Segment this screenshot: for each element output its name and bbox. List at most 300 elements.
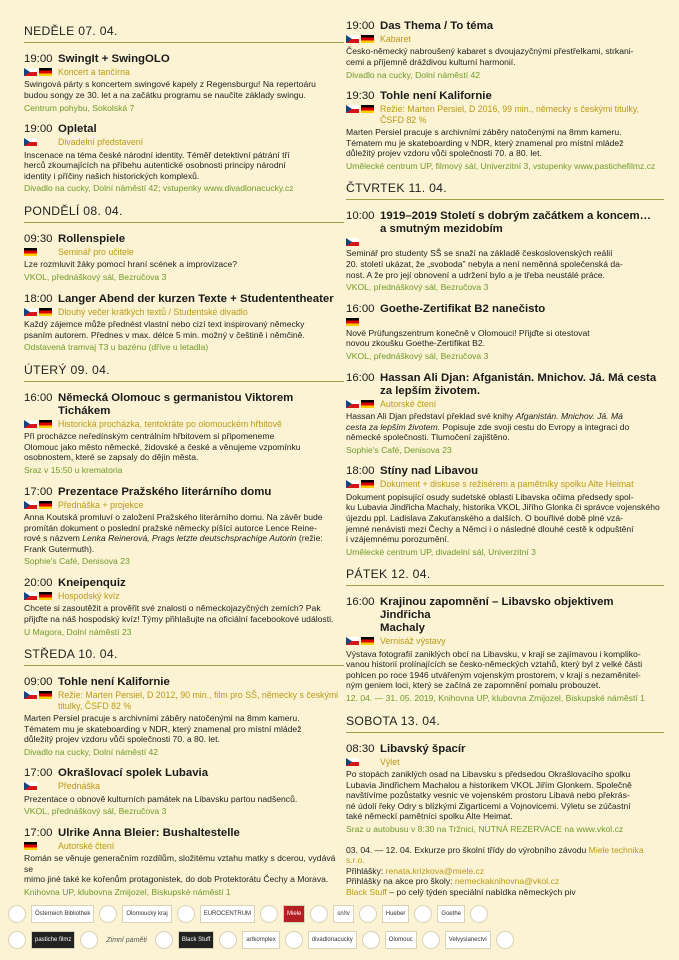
- emblem-icon: [422, 931, 440, 949]
- day-heading: STŘEDA 10. 04.: [24, 647, 118, 662]
- event-heading: [346, 303, 664, 316]
- event-title: Prezentace Pražského literárního domu: [58, 485, 272, 498]
- description-line: německé společnosti. Tlumočení zajištěno.: [346, 432, 510, 443]
- event-time: 10:00: [346, 210, 375, 223]
- event-meta: [346, 399, 664, 409]
- event-location: Sraz u autobusu v 8:30 na Tržnici, NUTNÁ REZERVACE na www.vkol.cz: [346, 824, 624, 835]
- description-line: Román se věnuje generačním rozdílům, složitému vztahu matky s dcerou, vydává se: [24, 853, 336, 874]
- emblem-icon: [219, 931, 237, 949]
- emblem-icon: [285, 931, 303, 949]
- description-line: Česko-německý nabroušený kabaret s dvoujazyčnými přestřelkami, strkani-: [346, 46, 634, 57]
- description-line: přijďte na náš hospodský kvíz! Týmy přihlašujte na oficiální facebookové události.: [24, 613, 334, 624]
- description-line: Výstava fotografií zaniklých obcí na Libavsku, v kraji se zajímavou i kompliko-: [346, 648, 641, 659]
- divider: [346, 199, 664, 200]
- description-line: Při procházce neředínským centrálním hřbitovem si připomeneme: [24, 431, 275, 442]
- event-location: VKOL, přednáškový sál, Bezručova 3: [24, 271, 167, 282]
- event-description: [346, 411, 664, 443]
- german-flag-icon: [39, 501, 52, 509]
- emblem-icon: [359, 905, 377, 923]
- event-heading: [24, 123, 344, 136]
- description-line: psaním autorem. Přednes v max. délce 5 min. možný v češtině i němčině.: [24, 329, 305, 340]
- event: [346, 303, 664, 362]
- czech-flag-icon: [346, 400, 359, 408]
- description-line: vanou historií prolínajících se česko-německých vztahů, který byl z velké části: [346, 659, 643, 670]
- description-line: mimo jiné také ke kořenům protagonistek, do dob Protektorátu Čechy a Morava.: [24, 874, 329, 885]
- description-line: pohlcen po roce 1946 utvářeným vojenským prostorem, v kraji s nezaměnitel-: [346, 669, 641, 680]
- german-flag-icon: [361, 400, 374, 408]
- event-time: 09:00: [24, 676, 53, 689]
- event-meta: [24, 137, 344, 147]
- language-flags: [24, 781, 58, 790]
- event-type: Vernisáž výstavy: [380, 636, 446, 647]
- event-meta: [24, 307, 344, 317]
- event-meta: [346, 34, 664, 44]
- description-line: ným geniem loci, který se začíná ze zapomnění pomalu probouzet.: [346, 680, 601, 691]
- footer-note: [346, 887, 664, 898]
- german-flag-icon: [361, 105, 374, 113]
- description-line: i vzájemnému porozumění.: [346, 534, 450, 545]
- event-time: 19:00: [346, 20, 375, 32]
- sponsor-logo: Olomoucký kraj: [122, 905, 171, 923]
- czech-flag-icon: [346, 480, 359, 488]
- emblem-icon: [155, 931, 173, 949]
- czech-flag-icon: [24, 308, 37, 316]
- sponsor-logo: Olomouc: [385, 931, 417, 949]
- event-meta: [24, 247, 344, 257]
- event-heading: [346, 90, 664, 103]
- event-title: Tohle není Kalifornie: [58, 676, 170, 689]
- language-flags: [24, 591, 58, 600]
- footer-notes: [346, 845, 664, 898]
- description-line: Lubavia Jindřichem Machalou a historikem VKOL Jiřím Glonkem. Společně: [346, 779, 632, 790]
- description-line: cesta za lepším životem. Popisuje zde svoji cestu do Evropy a integraci do: [346, 421, 630, 432]
- event-time: 16:00: [24, 391, 53, 404]
- event: [346, 90, 664, 171]
- event-time: 20:00: [24, 576, 53, 589]
- event-location: U Magora, Dolní náměstí 23: [24, 626, 132, 637]
- event-title: Stíny nad Libavou: [380, 465, 479, 478]
- czech-flag-icon: [346, 105, 359, 113]
- event-type: Výlet: [380, 756, 400, 767]
- description-line: ku Lubavia Jindřicha Machaly, historika VKOL Jiřího Glonka či správce vojenského: [346, 502, 660, 513]
- event-meta: [346, 237, 664, 246]
- description-line: Olomouc jako město německé, židovské a české a věnujeme vzpomínku: [24, 441, 301, 452]
- event-location: Umělecké centrum UP, divadelní sál, Univerzitní 3: [346, 546, 536, 557]
- event-description: [24, 853, 344, 885]
- description-line: nost. A že pro její obnovení a udržení bylo a je třeba neustálé práce.: [346, 269, 605, 280]
- description-line: identity i příčiny našich historických komplexů.: [24, 170, 200, 181]
- description-line: Po stopách zaniklých osad na Libavsku s předsedou Okrašlovacího spolku: [346, 769, 631, 780]
- event-location: Divadlo na cucky, Dolní náměstí 42; vstupenky www.divadlonacucky.cz: [24, 183, 294, 194]
- event-meta: [346, 104, 664, 125]
- event: [346, 210, 664, 292]
- event-type: Režie: Marten Persiel, D 2012, 90 min., film pro SŠ, německy s českými titulky, ČSFD 82 %: [58, 690, 339, 711]
- note-accent: nemeckaknihovna@vkol.cz: [454, 876, 560, 887]
- event-title: Libavský špacír: [380, 742, 466, 755]
- czech-flag-icon: [24, 501, 37, 509]
- event: [24, 577, 344, 637]
- event-type: Seminář pro učitele: [58, 246, 134, 257]
- event-meta: [24, 67, 344, 77]
- event-meta: [24, 591, 344, 601]
- emblem-icon: [310, 905, 328, 923]
- language-flags: [24, 67, 58, 76]
- event-heading: [24, 233, 344, 246]
- german-flag-icon: [39, 420, 52, 428]
- czech-flag-icon: [24, 592, 37, 600]
- event-description: [346, 649, 664, 691]
- event-description: [346, 492, 664, 545]
- event-time: 19:00: [24, 123, 53, 136]
- emblem-icon: [80, 931, 98, 949]
- event-heading: [24, 293, 344, 306]
- event-description: [24, 259, 344, 270]
- sponsor-logo: EUROCENTRUM: [200, 905, 255, 923]
- event-type: Historická procházka, tentokráte po olomouckém hřbitově: [58, 418, 282, 429]
- description-line: také německí pamětníci spolku Alte Heimat.: [346, 811, 513, 822]
- german-flag-icon: [39, 308, 52, 316]
- event-title: Rollenspiele: [58, 232, 126, 245]
- event-type: Režie: Marten Persiel, D 2016, 99 min., německy s českými titulky, ČSFD 82 %: [380, 104, 639, 125]
- emblem-icon: [362, 931, 380, 949]
- footer-note: [346, 866, 664, 877]
- czech-flag-icon: [24, 420, 37, 428]
- event-description: [24, 319, 344, 340]
- emblem-icon: [8, 905, 26, 923]
- event: [24, 233, 344, 283]
- sponsor-logo: pastiche filmz: [31, 931, 75, 949]
- german-flag-icon: [346, 318, 359, 326]
- czech-flag-icon: [24, 68, 37, 76]
- description-line: Marten Persiel pracuje s archivními záběry natočenými na 8mm kameru.: [24, 712, 300, 723]
- description-line: Frank Gutermuth).: [24, 543, 95, 554]
- event-type: Autorské čtení: [58, 840, 115, 851]
- event-type: Kabaret: [380, 34, 411, 44]
- sponsor-logo: Goethe: [437, 905, 465, 923]
- event-heading: [24, 827, 344, 840]
- event-time: 18:00: [24, 292, 53, 305]
- event: [346, 465, 664, 557]
- event-location: Divadlo na cucky, Dolní náměstí 42: [24, 746, 159, 757]
- description-line: Inscenace na téma české národní identity. Téměř detektivní pátrání tří: [24, 149, 290, 160]
- sponsor-logo: Österreich Bibliothek: [31, 905, 94, 923]
- event: [24, 827, 344, 898]
- event-location: Sophie's Café, Denisova 23: [24, 556, 130, 567]
- czech-flag-icon: [24, 691, 37, 699]
- sponsor-logo: divadlonacucky: [308, 931, 357, 949]
- event: [24, 123, 344, 194]
- event: [24, 767, 344, 817]
- event-location: VKOL, přednáškový sál, Bezručova 3: [346, 282, 489, 293]
- description-line: Každý zájemce může přednést vlastní nebo cizí text inspirovaný německy: [24, 318, 305, 329]
- event-meta: [24, 690, 344, 711]
- description-line: Lze rozmluvit žáky pomocí hraní scének a improvizace?: [24, 259, 238, 270]
- event-location: VKOL, přednáškový sál, Bezručova 3: [24, 806, 167, 817]
- event-title: Das Thema / To téma: [380, 20, 494, 32]
- logo-row-2: [8, 929, 672, 951]
- event-type: Hospodský kvíz: [58, 590, 120, 601]
- language-flags: [24, 841, 58, 850]
- event-title: Goethe-Zertifikat B2 nanečisto: [380, 302, 546, 315]
- sponsor-logo: Black Stuff: [178, 931, 215, 949]
- event-description: [346, 46, 664, 67]
- event-location: Divadlo na cucky, Dolní náměstí 42: [346, 69, 481, 80]
- language-flags: [24, 500, 58, 509]
- description-line: Nové Prüfungszentrum konečně v Olomouci! Přijďte si otestovat: [346, 327, 590, 338]
- language-flags: [346, 399, 380, 408]
- event-type: Přednáška: [58, 781, 101, 792]
- right-column: [346, 20, 664, 898]
- sponsor-logo: sn!lv: [333, 905, 353, 923]
- event-description: [24, 512, 344, 554]
- language-flags: [346, 757, 380, 766]
- event-heading: [346, 743, 664, 756]
- day-heading: PONDĚLÍ 08. 04.: [24, 203, 123, 218]
- logo-row-1: [8, 903, 672, 925]
- german-flag-icon: [24, 248, 37, 256]
- description-line: Tématem mu je skateboarding v NDR, který znamenal pro místní mládež: [24, 723, 302, 734]
- sponsor-logo: Hueber: [382, 905, 410, 923]
- language-flags: [24, 419, 58, 428]
- event-meta: [24, 841, 344, 851]
- note-accent: Miele technika s.r.o.: [346, 844, 644, 866]
- day-heading: SOBOTA 13. 04.: [346, 713, 441, 728]
- event: [346, 596, 664, 703]
- event-description: [346, 328, 664, 349]
- event-heading: [24, 577, 344, 590]
- description-line: újezdu ppl. Ladislava Zakuťanského a dalších. O bouřlivé době plné vzá-: [346, 512, 623, 523]
- description-line: důležitý projev vzdoru vůči společnosti 70. a 80. let.: [24, 734, 220, 745]
- event-title: Okrašlovací spolek Lubavia: [58, 767, 209, 780]
- description-line: Chcete si zasoutěžit a prověřit své znalosti o německojazyčných zemích? Pak: [24, 603, 321, 614]
- event-time: 09:30: [24, 232, 53, 245]
- event-type: Koncert a tančírna: [58, 67, 130, 77]
- event-time: 16:00: [346, 371, 375, 384]
- event-heading: [24, 53, 344, 66]
- event-heading: [24, 486, 344, 499]
- czech-flag-icon: [24, 782, 37, 790]
- note-text: Přihlášky:: [346, 865, 386, 876]
- event: [24, 676, 344, 757]
- description-line: Hassan Ali Djan představí překlad své knihy Afganistán. Mnichov. Já. Má: [346, 410, 623, 421]
- german-flag-icon: [39, 691, 52, 699]
- description-line: promítán dokument o poslední pražské německy píšící autorce Lence Reine-: [24, 522, 317, 533]
- emblem-icon: [177, 905, 195, 923]
- emblem-icon: [470, 905, 488, 923]
- event-title: Hassan Ali Djan: Afganistán. Mnichov. Já. Má cesta: [380, 371, 657, 384]
- description-line: cemi a příjemně dráždivou kulturní harmonií.: [346, 57, 516, 67]
- emblem-icon: [496, 931, 514, 949]
- divider: [346, 732, 664, 733]
- event: [24, 293, 344, 353]
- czech-flag-icon: [346, 637, 359, 645]
- footer-note: [346, 876, 664, 887]
- event-title: Kneipenquiz: [58, 576, 126, 589]
- event-description: [346, 769, 664, 822]
- event-title: Krajinou zapomnění – Libavsko objektivem Jindřicha: [380, 596, 614, 622]
- event-title: Ulrike Anna Bleier: Bushaltestelle: [58, 826, 240, 839]
- description-line: rové s názvem Lenka Reinerová, Prags letzte deutschsprachige Autorin (režie:: [24, 533, 323, 544]
- event-title: Tohle není Kalifornie: [380, 90, 492, 103]
- event-time: 16:00: [346, 302, 375, 315]
- note-text: 03. 04. — 12. 04. Exkurze pro školní třídy do výrobního závodu: [346, 844, 589, 855]
- language-flags: [346, 636, 380, 645]
- event-title: SwingIt + SwingOLO: [58, 53, 170, 65]
- day-heading: PÁTEK 12. 04.: [346, 567, 431, 582]
- event-description: [346, 127, 664, 159]
- event-time: 17:00: [24, 826, 53, 839]
- description-line: Swingová párty s koncertem swingové kapely z Regensburgu! Na repertoáru: [24, 79, 316, 90]
- event-location: Odstavená tramvaj T3 u bazénu (dříve u letadla): [24, 342, 209, 353]
- event-location: Knihovna UP, klubovna Zmijozel, Biskupské náměstí 1: [24, 887, 231, 898]
- event-title: 1919–2019 Století s dobrým začátkem a koncem…: [380, 210, 651, 223]
- divider: [346, 585, 664, 586]
- note-accent: renata.krizkova@miele.cz: [385, 865, 485, 876]
- day-heading: ÚTERÝ 09. 04.: [24, 362, 110, 377]
- german-flag-icon: [39, 68, 52, 76]
- language-flags: [346, 237, 380, 246]
- language-flags: [346, 34, 380, 43]
- event-time: 16:00: [346, 596, 375, 609]
- event: [24, 486, 344, 567]
- event-time: 17:00: [24, 767, 53, 780]
- divider: [24, 42, 344, 43]
- czech-flag-icon: [24, 138, 37, 146]
- event-time: 08:30: [346, 742, 375, 755]
- event-location: Centrum pohybu, Sokolská 7: [24, 102, 135, 113]
- description-line: Marten Persiel pracuje s archivními záběry natočenými na 8mm kameru.: [346, 127, 622, 137]
- language-flags: [346, 104, 380, 113]
- czech-flag-icon: [346, 35, 359, 43]
- description-line: důležitý projev vzdoru vůči společnosti 70. a 80. let.: [346, 148, 542, 159]
- sponsor-logo: Velvyslanectví: [445, 931, 491, 949]
- left-column: [24, 20, 344, 908]
- language-flags: [346, 317, 380, 326]
- event-heading: [346, 596, 664, 622]
- event-type: Dlouhý večer krátkých textů / Studentské divadlo: [58, 306, 248, 317]
- event-heading: [346, 465, 664, 478]
- event-title-continued: a smutným mezidobím: [380, 223, 503, 236]
- footer-note: [346, 845, 664, 866]
- divider: [24, 665, 344, 666]
- german-flag-icon: [361, 637, 374, 645]
- event-meta: [24, 419, 344, 429]
- description-line: jemné nenávisti mezi Čechy a Němci i o následné dlouhé cestě k odpuštění: [346, 523, 634, 534]
- event-meta: [24, 500, 344, 510]
- event-title: Opletal: [58, 123, 97, 136]
- event-time: 19:00: [24, 53, 53, 65]
- event-description: [24, 150, 344, 182]
- event-time: 18:00: [346, 465, 375, 478]
- event-description: [24, 431, 344, 463]
- event-title-continued: za lepším životem.: [380, 384, 481, 397]
- event-description: [24, 713, 344, 745]
- event: [346, 743, 664, 835]
- event-type: Přednáška + projekce: [58, 499, 144, 510]
- divider: [24, 381, 344, 382]
- note-accent: Black Stuff: [346, 887, 387, 897]
- description-line: né údolí řeky Odry s blízkými Zigarticemi a Vojnovicemi. Výletu se zúčastní: [346, 800, 631, 811]
- emblem-icon: [8, 931, 26, 949]
- sponsor-logo: Miele: [283, 905, 305, 923]
- description-line: Seminář pro studenty SŠ se snaží na základě československých reálií: [346, 248, 613, 259]
- emblem-icon: [414, 905, 432, 923]
- event-location: Sraz v 15:50 u krematoria: [24, 464, 123, 475]
- sponsor-logos: [8, 903, 672, 955]
- event-title-continued: Machaly: [380, 622, 425, 635]
- event-description: [24, 603, 344, 624]
- language-flags: [346, 479, 380, 488]
- event-meta: [346, 757, 664, 767]
- description-line: Dokument popisující osudy sudetské oblasti Libavska očima předsedy spol-: [346, 491, 634, 502]
- language-flags: [24, 137, 58, 146]
- event-type: Divadelní představení: [58, 137, 144, 148]
- emblem-icon: [99, 905, 117, 923]
- czech-flag-icon: [346, 238, 359, 246]
- description-line: novou zkoušku Goethe-Zertifikat B2.: [346, 338, 486, 349]
- event-time: 19:30: [346, 90, 375, 103]
- event-meta: [346, 636, 664, 646]
- event: [24, 392, 344, 476]
- divider: [24, 222, 344, 223]
- description-line: herců zkoumajících na příbehu autentické osobnosti principy národní: [24, 160, 286, 171]
- day-heading: NEDĚLE 07. 04.: [24, 24, 118, 38]
- event-heading: [24, 392, 344, 418]
- event-location: Umělecké centrum UP, filmový sál, Univerzitní 3, vstupenky www.pastichefilmz.cz: [346, 160, 656, 171]
- emblem-icon: [260, 905, 278, 923]
- event-time: 17:00: [24, 485, 53, 498]
- event: [346, 372, 664, 456]
- sponsor-logo: Zimní paměti: [106, 936, 147, 944]
- event-meta: [346, 317, 664, 326]
- event-heading: [24, 676, 344, 689]
- german-flag-icon: [361, 480, 374, 488]
- event-heading: [346, 372, 664, 385]
- event-location: VKOL, přednáškový sál, Bezručova 3: [346, 350, 489, 361]
- note-text: Přihlášky na akce pro školy:: [346, 876, 455, 887]
- german-flag-icon: [39, 592, 52, 600]
- event-location: Sophie's Café, Denisova 23: [346, 444, 452, 455]
- german-flag-icon: [361, 35, 374, 43]
- event-meta: [24, 781, 344, 791]
- language-flags: [24, 307, 58, 316]
- language-flags: [24, 247, 58, 256]
- event-heading: [346, 210, 664, 223]
- description-line: navštívíme pozůstatky vesnic ve vojenském prostoru Libavá nebo překrás-: [346, 790, 630, 801]
- czech-flag-icon: [346, 758, 359, 766]
- event-title: Langer Abend der kurzen Texte + Studententheater: [58, 292, 334, 305]
- description-line: Prezentace o obnově kulturních památek na Libavsku partou nadšenců.: [24, 793, 298, 804]
- description-line: osobnostem, které se zapsaly do dějin města.: [24, 452, 199, 463]
- event-description: [24, 79, 344, 100]
- event-description: [346, 248, 664, 280]
- description-line: budou songy ze 30. let a na začátku programu se naučíte základy swingu.: [24, 90, 306, 100]
- event-heading: [24, 767, 344, 780]
- event-type: Dokument + diskuse s režisérem a pamětníky spolku Alte Heimat: [380, 479, 634, 490]
- event-type: Autorské čtení: [380, 398, 437, 409]
- day-heading: ČTVRTEK 11. 04.: [346, 181, 447, 196]
- event-meta: [346, 479, 664, 489]
- description-line: 20. století ukázat, že „svoboda" nebyla a není neměnná společenská da-: [346, 258, 623, 269]
- event-location: 12. 04. — 31. 05. 2019, Knihovna UP, klubovna Zmijozel, Biskupské náměstí 1: [346, 693, 645, 704]
- event-description: [24, 794, 344, 805]
- sponsor-logo: artkomplex: [242, 931, 279, 949]
- description-line: Tématem mu je skateboarding v NDR, který znamenal pro místní mládež: [346, 137, 624, 148]
- event: [346, 20, 664, 80]
- description-line: Anna Koutská promluví o založení Pražského literárního domu. Na závěr bude: [24, 511, 323, 522]
- german-flag-icon: [24, 842, 37, 850]
- event: [24, 53, 344, 113]
